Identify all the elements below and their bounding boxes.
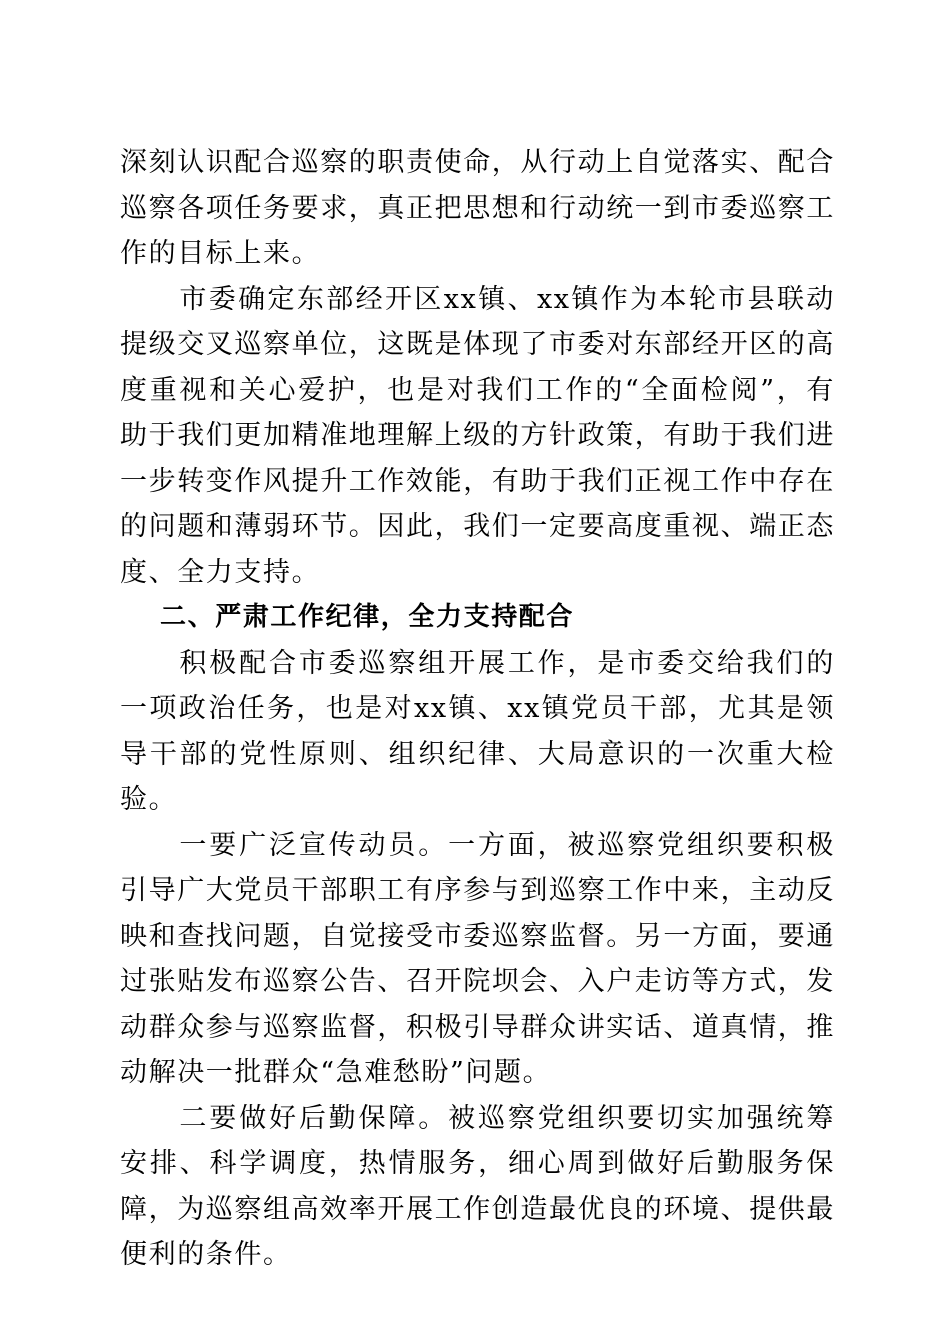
section-heading-2: 二、严肃工作纪律，全力支持配合 [160, 602, 575, 632]
paragraph-inspection-unit: 市委确定东部经开区xx镇、xx镇作为本轮市县联动提级交叉巡察单位，这既是体现了市委对东部经开区的高度重视和关心爱护，也是对我们工作的“全面检阅”，有助于我们更加精准地理解上级的方针政策，有助于我们进一步转变作风提升工作效能，有助于我们正视工作中存在的问题和薄弱环节。因此，我们一定要高度重视、端正态度、全力支持。 [120, 283, 835, 588]
paragraph-continuation: 深刻认识配合巡察的职责使命，从行动上自觉落实、配合巡察各项任务要求，真正把思想和行动统一到市委巡察工作的目标上来。 [120, 147, 835, 269]
paragraph-publicity-mobilization: 一要广泛宣传动员。一方面，被巡察党组织要积极引导广大党员干部职工有序参与到巡察工作中来，主动反映和查找问题，自觉接受市委巡察监督。另一方面，要通过张贴发布巡察公告、召开院坝会、入户走访等方式，发动群众参与巡察监督，积极引导群众讲实话、道真情，推动解决一批群众“急难愁盼”问题。 [120, 829, 835, 1088]
document-body [120, 140, 835, 1278]
paragraph-political-task: 积极配合市委巡察组开展工作，是市委交给我们的一项政治任务，也是对xx镇、xx镇党员干部，尤其是领导干部的党性原则、组织纪律、大局意识的一次重大检验。 [120, 647, 835, 815]
paragraph-logistics-support: 二要做好后勤保障。被巡察党组织要切实加强统筹安排、科学调度，热情服务，细心周到做好后勤服务保障，为巡察组高效率开展工作创造最优良的环境、提供最便利的条件。 [120, 1102, 835, 1270]
